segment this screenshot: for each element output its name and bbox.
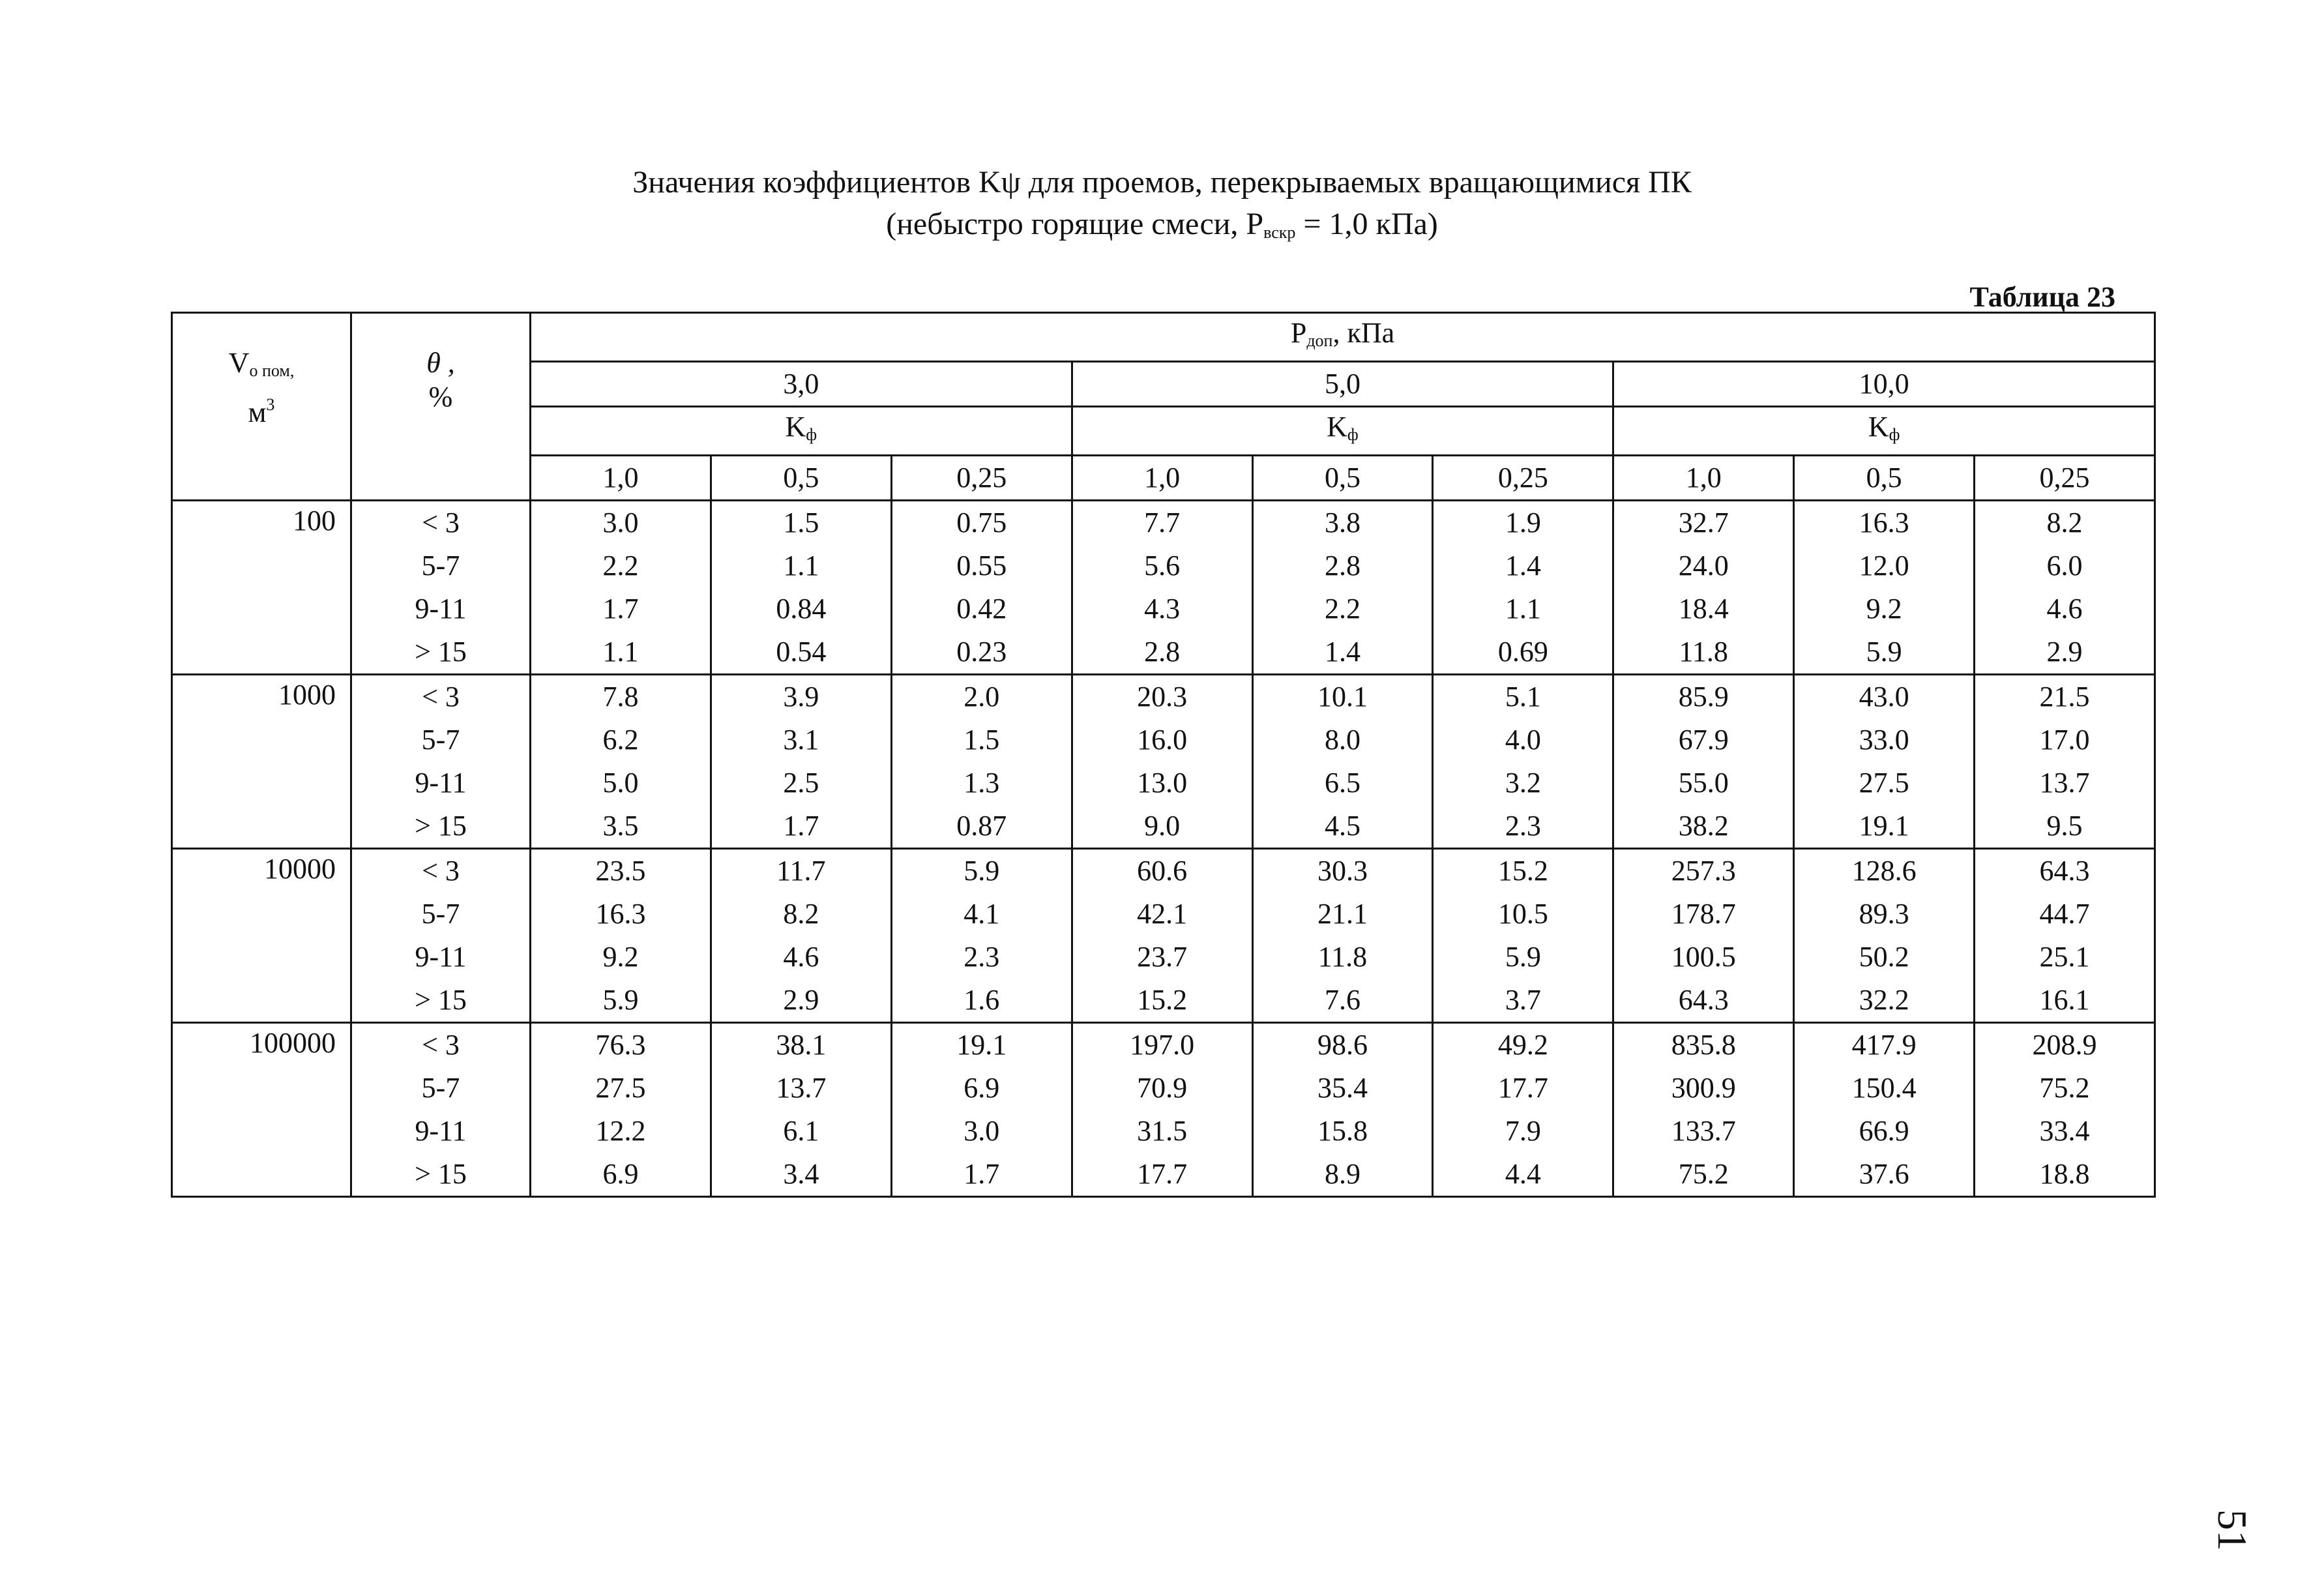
value-cell: 44.7 (1975, 893, 2155, 936)
theta-cell: 5-7 (351, 893, 531, 936)
value-cell: 6.2 (531, 718, 711, 761)
value-cell: 15.2 (1072, 979, 1252, 1023)
value-cell: 133.7 (1613, 1110, 1794, 1153)
value-cell: 12.2 (531, 1110, 711, 1153)
theta-cell: 9-11 (351, 587, 531, 630)
table-label: Таблица 23 (1969, 281, 2115, 313)
value-cell: 7.6 (1252, 979, 1433, 1023)
value-cell: 0.55 (891, 544, 1072, 587)
header-pressure: $P_{доп}$, кПа (531, 313, 2155, 362)
theta-cell: < 3 (351, 1023, 531, 1067)
value-cell: 8.2 (1975, 501, 2155, 545)
kf-value: 0,5 (1794, 456, 1975, 501)
value-cell: 1.7 (891, 1153, 1072, 1197)
pressure-value: 3,0 (531, 362, 1072, 407)
value-cell: 3.9 (711, 675, 891, 719)
value-cell: 6.0 (1975, 544, 2155, 587)
value-cell: 25.1 (1975, 936, 2155, 979)
kf-value: 1,0 (1072, 456, 1252, 501)
table-row (172, 675, 2155, 719)
value-cell: 2.3 (1433, 805, 1613, 849)
value-cell: 208.9 (1975, 1023, 2155, 1067)
value-cell: 13.7 (711, 1067, 891, 1110)
value-cell: 31.5 (1072, 1110, 1252, 1153)
value-cell: 12.0 (1794, 544, 1975, 587)
theta-cell: 5-7 (351, 544, 531, 587)
theta-cell: 5-7 (351, 718, 531, 761)
value-cell: 2.5 (711, 761, 891, 805)
value-cell: 16.3 (531, 893, 711, 936)
value-cell: 6.5 (1252, 761, 1433, 805)
table-row (172, 849, 2155, 893)
value-cell: 1.5 (891, 718, 1072, 761)
header-volume: $V_{о пом,}$ $м^3$ (172, 313, 351, 501)
value-cell: 2.8 (1252, 544, 1433, 587)
value-cell: 3.4 (711, 1153, 891, 1197)
value-cell: 2.0 (891, 675, 1072, 719)
kf-value: 0,25 (1433, 456, 1613, 501)
volume-cell: 100 (172, 501, 351, 675)
theta-cell: > 15 (351, 1153, 531, 1197)
kf-label: $K_ф$ (1072, 407, 1613, 456)
value-cell: 67.9 (1613, 718, 1794, 761)
value-cell: 64.3 (1975, 849, 2155, 893)
value-cell: 4.1 (891, 893, 1072, 936)
value-cell: 23.5 (531, 849, 711, 893)
value-cell: 4.3 (1072, 587, 1252, 630)
value-cell: 1.7 (531, 587, 711, 630)
kf-value: 0,5 (711, 456, 891, 501)
value-cell: 0.75 (891, 501, 1072, 545)
value-cell: 1.3 (891, 761, 1072, 805)
value-cell: 17.7 (1072, 1153, 1252, 1197)
value-cell: 2.2 (1252, 587, 1433, 630)
value-cell: 1.4 (1252, 630, 1433, 675)
theta-cell: < 3 (351, 849, 531, 893)
value-cell: 4.6 (1975, 587, 2155, 630)
value-cell: 16.1 (1975, 979, 2155, 1023)
value-cell: 0.54 (711, 630, 891, 675)
document-title (0, 162, 2324, 254)
kf-label: $K_ф$ (1613, 407, 2155, 456)
value-cell: 6.9 (891, 1067, 1072, 1110)
value-cell: 8.9 (1252, 1153, 1433, 1197)
value-cell: 5.9 (891, 849, 1072, 893)
value-cell: 6.1 (711, 1110, 891, 1153)
value-cell: 1.7 (711, 805, 891, 849)
value-cell: 3.1 (711, 718, 891, 761)
value-cell: 100.5 (1613, 936, 1794, 979)
value-cell: 38.2 (1613, 805, 1794, 849)
value-cell: 15.8 (1252, 1110, 1433, 1153)
value-cell: 1.1 (531, 630, 711, 675)
value-cell: 0.69 (1433, 630, 1613, 675)
table-row (172, 1023, 2155, 1067)
value-cell: 1.6 (891, 979, 1072, 1023)
value-cell: 9.0 (1072, 805, 1252, 849)
value-cell: 17.7 (1433, 1067, 1613, 1110)
value-cell: 3.7 (1433, 979, 1613, 1023)
value-cell: 50.2 (1794, 936, 1975, 979)
pressure-value: 5,0 (1072, 362, 1613, 407)
value-cell: 35.4 (1252, 1067, 1433, 1110)
value-cell: 8.2 (711, 893, 891, 936)
value-cell: 1.4 (1433, 544, 1613, 587)
value-cell: 13.7 (1975, 761, 2155, 805)
table-header (172, 313, 2155, 501)
value-cell: 7.7 (1072, 501, 1252, 545)
table-row (172, 587, 2155, 630)
value-cell: 33.0 (1794, 718, 1975, 761)
value-cell: 33.4 (1975, 1110, 2155, 1153)
value-cell: 150.4 (1794, 1067, 1975, 1110)
value-cell: 1.1 (711, 544, 891, 587)
value-cell: 10.5 (1433, 893, 1613, 936)
value-cell: 60.6 (1072, 849, 1252, 893)
value-cell: 16.0 (1072, 718, 1252, 761)
value-cell: 55.0 (1613, 761, 1794, 805)
value-cell: 24.0 (1613, 544, 1794, 587)
value-cell: 18.4 (1613, 587, 1794, 630)
value-cell: 1.9 (1433, 501, 1613, 545)
table-row (172, 630, 2155, 675)
table-body (172, 501, 2155, 1197)
table-row (172, 544, 2155, 587)
theta-cell: < 3 (351, 675, 531, 719)
value-cell: 5.0 (531, 761, 711, 805)
value-cell: 11.7 (711, 849, 891, 893)
value-cell: 417.9 (1794, 1023, 1975, 1067)
theta-cell: > 15 (351, 979, 531, 1023)
value-cell: 0.84 (711, 587, 891, 630)
value-cell: 19.1 (891, 1023, 1072, 1067)
value-cell: 16.3 (1794, 501, 1975, 545)
value-cell: 4.4 (1433, 1153, 1613, 1197)
value-cell: 19.1 (1794, 805, 1975, 849)
table-row (172, 979, 2155, 1023)
value-cell: 300.9 (1613, 1067, 1794, 1110)
kf-value: 0,25 (891, 456, 1072, 501)
value-cell: 49.2 (1433, 1023, 1613, 1067)
value-cell: 3.0 (891, 1110, 1072, 1153)
value-cell: 3.2 (1433, 761, 1613, 805)
value-cell: 76.3 (531, 1023, 711, 1067)
table-row (172, 718, 2155, 761)
value-cell: 11.8 (1613, 630, 1794, 675)
value-cell: 178.7 (1613, 893, 1794, 936)
value-cell: 15.2 (1433, 849, 1613, 893)
page-number: 51 (2209, 1509, 2256, 1551)
value-cell: 5.6 (1072, 544, 1252, 587)
value-cell: 2.8 (1072, 630, 1252, 675)
kf-label: $K_ф$ (531, 407, 1072, 456)
kf-value: 1,0 (531, 456, 711, 501)
value-cell: 13.0 (1072, 761, 1252, 805)
theta-cell: 5-7 (351, 1067, 531, 1110)
value-cell: 20.3 (1072, 675, 1252, 719)
table-row (172, 1153, 2155, 1197)
value-cell: 2.2 (531, 544, 711, 587)
value-cell: 3.0 (531, 501, 711, 545)
value-cell: 18.8 (1975, 1153, 2155, 1197)
value-cell: 75.2 (1975, 1067, 2155, 1110)
table-row (172, 805, 2155, 849)
table-row (172, 893, 2155, 936)
value-cell: 11.8 (1252, 936, 1433, 979)
value-cell: 21.1 (1252, 893, 1433, 936)
title-line-1: Значения коэффициентов Kψ для проемов, перекрываемых вращающимися ПК (632, 165, 1692, 200)
value-cell: 66.9 (1794, 1110, 1975, 1153)
theta-cell: 9-11 (351, 936, 531, 979)
value-cell: 835.8 (1613, 1023, 1794, 1067)
value-cell: 6.9 (531, 1153, 711, 1197)
value-cell: 75.2 (1613, 1153, 1794, 1197)
value-cell: 23.7 (1072, 936, 1252, 979)
value-cell: 257.3 (1613, 849, 1794, 893)
value-cell: 197.0 (1072, 1023, 1252, 1067)
theta-cell: < 3 (351, 501, 531, 545)
value-cell: 98.6 (1252, 1023, 1433, 1067)
value-cell: 4.5 (1252, 805, 1433, 849)
header-theta: θ , % (351, 313, 531, 501)
value-cell: 7.9 (1433, 1110, 1613, 1153)
value-cell: 9.2 (531, 936, 711, 979)
value-cell: 9.2 (1794, 587, 1975, 630)
theta-cell: > 15 (351, 805, 531, 849)
value-cell: 4.0 (1433, 718, 1613, 761)
pressure-value: 10,0 (1613, 362, 2155, 407)
value-cell: 7.8 (531, 675, 711, 719)
value-cell: 1.1 (1433, 587, 1613, 630)
table-row (172, 761, 2155, 805)
value-cell: 42.1 (1072, 893, 1252, 936)
value-cell: 5.9 (531, 979, 711, 1023)
table-row (172, 1110, 2155, 1153)
kf-value: 1,0 (1613, 456, 1794, 501)
value-cell: 17.0 (1975, 718, 2155, 761)
value-cell: 5.1 (1433, 675, 1613, 719)
value-cell: 128.6 (1794, 849, 1975, 893)
value-cell: 85.9 (1613, 675, 1794, 719)
kf-value: 0,5 (1252, 456, 1433, 501)
volume-cell: 100000 (172, 1023, 351, 1197)
volume-cell: 10000 (172, 849, 351, 1023)
value-cell: 5.9 (1433, 936, 1613, 979)
theta-cell: 9-11 (351, 761, 531, 805)
value-cell: 3.5 (531, 805, 711, 849)
value-cell: 32.7 (1613, 501, 1794, 545)
value-cell: 43.0 (1794, 675, 1975, 719)
table-row (172, 1067, 2155, 1110)
value-cell: 27.5 (531, 1067, 711, 1110)
table-row (172, 501, 2155, 545)
theta-cell: > 15 (351, 630, 531, 675)
title-line-2: (небыстро горящие смеси, $P_{вскр} = 1,0$ кПа) (886, 207, 1438, 242)
value-cell: 3.8 (1252, 501, 1433, 545)
value-cell: 32.2 (1794, 979, 1975, 1023)
theta-cell: 9-11 (351, 1110, 531, 1153)
value-cell: 37.6 (1794, 1153, 1975, 1197)
volume-cell: 1000 (172, 675, 351, 849)
value-cell: 64.3 (1613, 979, 1794, 1023)
value-cell: 8.0 (1252, 718, 1433, 761)
value-cell: 30.3 (1252, 849, 1433, 893)
value-cell: 38.1 (711, 1023, 891, 1067)
table-row (172, 936, 2155, 979)
value-cell: 0.42 (891, 587, 1072, 630)
value-cell: 4.6 (711, 936, 891, 979)
value-cell: 70.9 (1072, 1067, 1252, 1110)
value-cell: 2.3 (891, 936, 1072, 979)
value-cell: 2.9 (711, 979, 891, 1023)
value-cell: 27.5 (1794, 761, 1975, 805)
value-cell: 1.5 (711, 501, 891, 545)
coefficients-table (171, 312, 2156, 1198)
value-cell: 0.87 (891, 805, 1072, 849)
value-cell: 10.1 (1252, 675, 1433, 719)
value-cell: 5.9 (1794, 630, 1975, 675)
value-cell: 89.3 (1794, 893, 1975, 936)
value-cell: 9.5 (1975, 805, 2155, 849)
value-cell: 21.5 (1975, 675, 2155, 719)
kf-value: 0,25 (1975, 456, 2155, 501)
value-cell: 2.9 (1975, 630, 2155, 675)
value-cell: 0.23 (891, 630, 1072, 675)
